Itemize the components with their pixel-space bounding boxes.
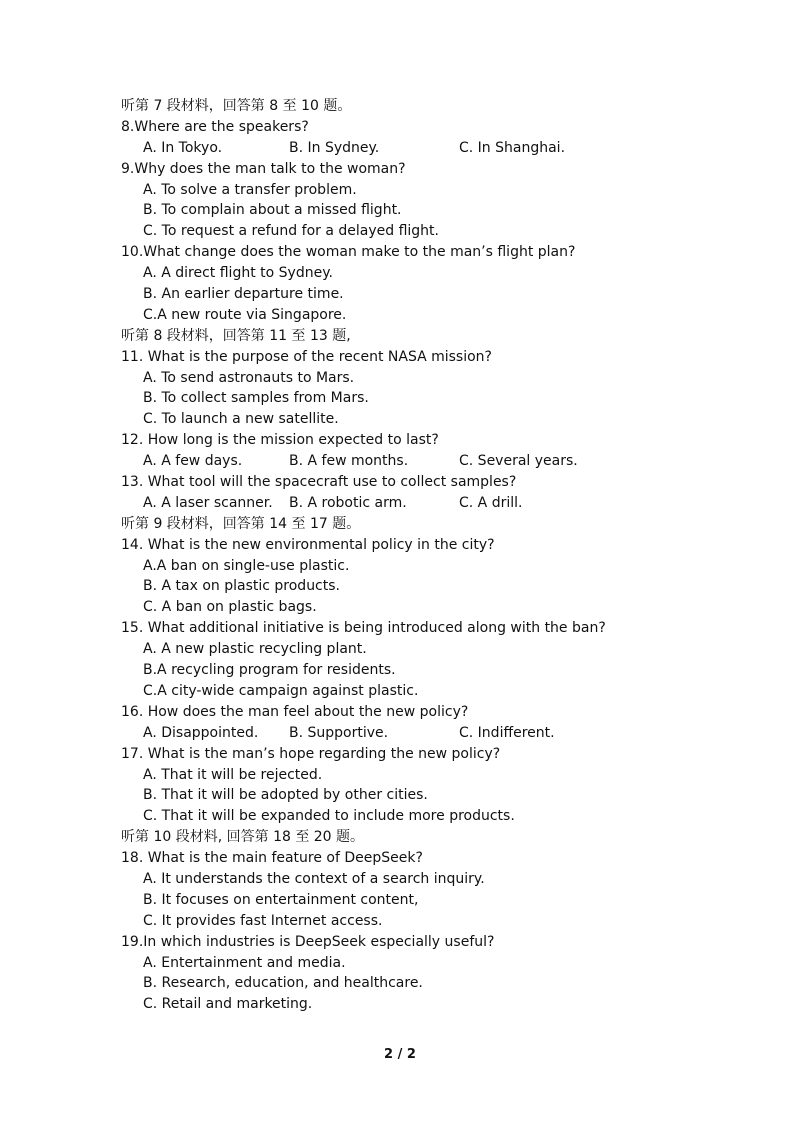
options-row (121, 493, 741, 514)
question-text: 9.Why does the man talk to the woman? (121, 160, 406, 177)
option-text: A. A direct flight to Sydney. (143, 265, 333, 282)
option-text: B. A few months. (289, 453, 409, 470)
section-heading: 听第 9 段材料，回答第 14 至 17 题。 (121, 515, 361, 532)
question-text: 15. What additional initiative is being introduced along with the ban? (121, 620, 606, 637)
option-text: B. That it will be adopted by other cities. (143, 787, 428, 804)
option-text: A. To send astronauts to Mars. (143, 369, 355, 386)
question-text: 12. How long is the mission expected to last? (121, 432, 439, 449)
option-text: C.A city-wide campaign against plastic. (143, 682, 419, 699)
option-text: A. To solve a transfer problem. (143, 181, 357, 198)
option-text: A. In Tokyo. (143, 139, 223, 156)
option-text: C. That it will be expanded to include more products. (143, 808, 515, 825)
question-text: 11. What is the purpose of the recent NASA mission? (121, 348, 492, 365)
option-text: C. It provides fast Internet access. (143, 912, 383, 929)
option-text: B. Research, education, and healthcare. (143, 975, 423, 992)
options-row (121, 138, 741, 159)
section-heading: 听第 7 段材料，回答第 8 至 10 题。 (121, 98, 352, 114)
section-heading: 听第 8 段材料，回答第 11 至 13 题, (121, 327, 351, 344)
option-text: C. To launch a new satellite. (143, 411, 339, 428)
option-text: A. A few days. (143, 453, 243, 470)
option-text: C. Retail and marketing. (143, 996, 313, 1013)
options-row (121, 723, 741, 744)
section-heading: 听第 10 段材料, 回答第 18 至 20 题。 (121, 829, 365, 846)
option-text: A. A laser scanner. (143, 494, 273, 511)
question-text: 18. What is the main feature of DeepSeek? (121, 850, 423, 867)
option-text: B. It focuses on entertainment content, (143, 891, 419, 908)
option-text: C.A new route via Singapore. (143, 306, 347, 323)
option-text: A. Entertainment and media. (143, 954, 346, 971)
option-text: A. That it will be rejected. (143, 766, 323, 783)
option-text: C. To request a refund for a delayed flight. (143, 223, 439, 240)
exam-page-content (121, 96, 741, 1015)
question-text: 10.What change does the woman make to the man’s flight plan? (121, 244, 576, 261)
options-row (121, 451, 741, 472)
option-text: C. Several years. (459, 453, 578, 470)
question-text: 8.Where are the speakers? (121, 118, 309, 135)
option-text: B. A tax on plastic products. (143, 578, 340, 595)
question-text: 14. What is the new environmental policy in the city? (121, 536, 495, 553)
option-text: A.A ban on single-use plastic. (143, 557, 350, 574)
option-text: B. To complain about a missed flight. (143, 202, 402, 219)
option-text: B.A recycling program for residents. (143, 662, 396, 679)
option-text: C. A ban on plastic bags. (143, 599, 317, 616)
page-number: 2 / 2 (384, 1047, 416, 1062)
question-text: 17. What is the man’s hope regarding the new policy? (121, 745, 501, 762)
question-text: 19.In which industries is DeepSeek especially useful? (121, 933, 495, 950)
option-text: B. To collect samples from Mars. (143, 390, 369, 407)
option-text: B. In Sydney. (289, 139, 380, 156)
option-text: B. A robotic arm. (289, 494, 407, 511)
option-text: B. An earlier departure time. (143, 286, 344, 303)
option-text: A. It understands the context of a search inquiry. (143, 870, 485, 887)
option-text: A. A new plastic recycling plant. (143, 641, 367, 658)
question-text: 13. What tool will the spacecraft use to collect samples? (121, 474, 517, 491)
option-text: C. A drill. (459, 494, 523, 511)
option-text: C. Indifferent. (459, 724, 555, 741)
option-text: A. Disappointed. (143, 724, 259, 741)
option-text: B. Supportive. (289, 724, 389, 741)
option-text: C. In Shanghai. (459, 139, 566, 156)
question-text: 16. How does the man feel about the new policy? (121, 703, 469, 720)
